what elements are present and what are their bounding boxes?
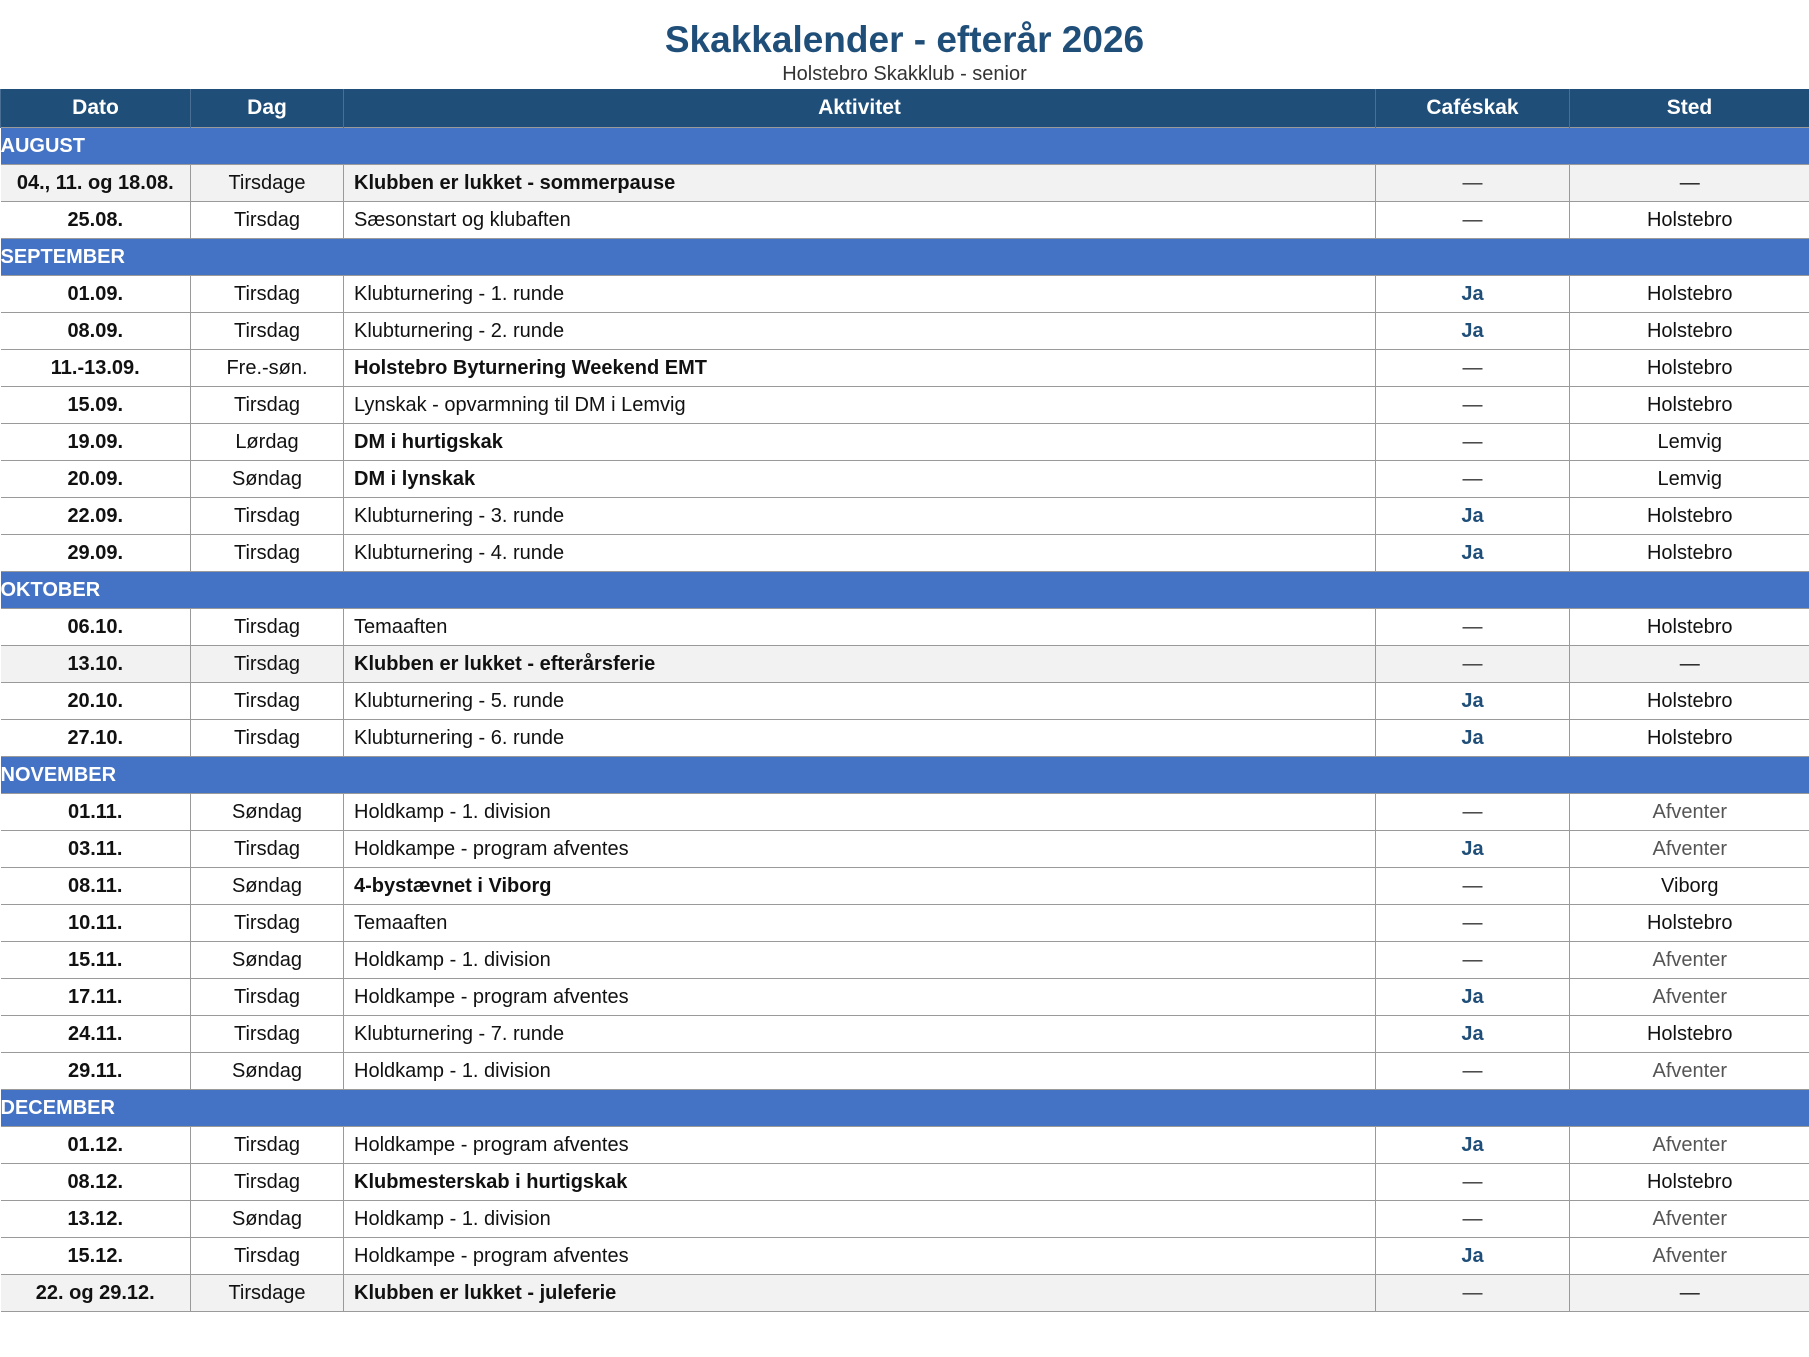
day-cell: Tirsdag	[191, 1016, 344, 1053]
cafe-cell: Ja	[1376, 276, 1570, 313]
table-row	[1, 165, 1809, 202]
place-cell: Afventer	[1570, 1053, 1809, 1090]
place-cell: Lemvig	[1570, 424, 1809, 461]
place-cell: Afventer	[1570, 794, 1809, 831]
column-header-place: Sted	[1570, 89, 1809, 128]
date-cell: 08.11.	[1, 868, 191, 905]
place-cell: Holstebro	[1570, 498, 1809, 535]
cafe-cell: —	[1376, 1201, 1570, 1238]
month-row	[1, 239, 1809, 276]
table-row	[1, 1016, 1809, 1053]
day-cell: Tirsdag	[191, 313, 344, 350]
place-cell: Afventer	[1570, 1127, 1809, 1164]
cafe-cell: Ja	[1376, 535, 1570, 572]
day-cell: Tirsdag	[191, 202, 344, 239]
day-cell: Tirsdag	[191, 979, 344, 1016]
date-cell: 04., 11. og 18.08.	[1, 165, 191, 202]
date-cell: 20.09.	[1, 461, 191, 498]
month-label: DECEMBER	[1, 1090, 1809, 1127]
place-cell: Holstebro	[1570, 535, 1809, 572]
day-cell: Tirsdag	[191, 1238, 344, 1275]
place-cell: Holstebro	[1570, 276, 1809, 313]
date-cell: 22.09.	[1, 498, 191, 535]
cafe-cell: —	[1376, 942, 1570, 979]
table-row	[1, 1053, 1809, 1090]
activity-cell: Holdkamp - 1. division	[344, 942, 1376, 979]
month-row	[1, 1090, 1809, 1127]
date-cell: 17.11.	[1, 979, 191, 1016]
day-cell: Tirsdag	[191, 498, 344, 535]
place-cell: Afventer	[1570, 1201, 1809, 1238]
cafe-cell: —	[1376, 794, 1570, 831]
date-cell: 15.11.	[1, 942, 191, 979]
day-cell: Tirsdage	[191, 165, 344, 202]
day-cell: Tirsdag	[191, 535, 344, 572]
place-cell: Holstebro	[1570, 313, 1809, 350]
place-cell: Viborg	[1570, 868, 1809, 905]
cafe-cell: —	[1376, 1053, 1570, 1090]
table-row	[1, 1275, 1809, 1312]
place-cell: Holstebro	[1570, 350, 1809, 387]
month-label: OKTOBER	[1, 572, 1809, 609]
day-cell: Søndag	[191, 1053, 344, 1090]
day-cell: Tirsdag	[191, 905, 344, 942]
month-label: AUGUST	[1, 128, 1809, 165]
date-cell: 13.12.	[1, 1201, 191, 1238]
table-row	[1, 276, 1809, 313]
table-row	[1, 1127, 1809, 1164]
table-header	[1, 89, 1809, 128]
activity-cell: Holdkamp - 1. division	[344, 1201, 1376, 1238]
activity-cell: Klubturnering - 6. runde	[344, 720, 1376, 757]
table-body	[1, 128, 1809, 1312]
place-cell: Holstebro	[1570, 905, 1809, 942]
place-cell: Holstebro	[1570, 683, 1809, 720]
date-cell: 29.09.	[1, 535, 191, 572]
activity-cell: Klubturnering - 3. runde	[344, 498, 1376, 535]
month-row	[1, 572, 1809, 609]
table-row	[1, 498, 1809, 535]
place-cell: Lemvig	[1570, 461, 1809, 498]
place-cell: Holstebro	[1570, 1016, 1809, 1053]
cafe-cell: —	[1376, 1275, 1570, 1312]
day-cell: Tirsdag	[191, 683, 344, 720]
cafe-cell: Ja	[1376, 498, 1570, 535]
table-row	[1, 868, 1809, 905]
date-cell: 22. og 29.12.	[1, 1275, 191, 1312]
activity-cell: Holdkamp - 1. division	[344, 794, 1376, 831]
calendar-table	[0, 89, 1809, 1312]
month-row	[1, 128, 1809, 165]
table-row	[1, 350, 1809, 387]
activity-cell: Klubturnering - 7. runde	[344, 1016, 1376, 1053]
cafe-cell: —	[1376, 905, 1570, 942]
date-cell: 08.12.	[1, 1164, 191, 1201]
table-row	[1, 535, 1809, 572]
date-cell: 13.10.	[1, 646, 191, 683]
date-cell: 01.12.	[1, 1127, 191, 1164]
cafe-cell: Ja	[1376, 720, 1570, 757]
activity-cell: Klubturnering - 4. runde	[344, 535, 1376, 572]
cafe-cell: —	[1376, 868, 1570, 905]
cafe-cell: —	[1376, 646, 1570, 683]
table-row	[1, 942, 1809, 979]
activity-cell: Holdkamp - 1. division	[344, 1053, 1376, 1090]
day-cell: Fre.-søn.	[191, 350, 344, 387]
cafe-cell: —	[1376, 165, 1570, 202]
day-cell: Lørdag	[191, 424, 344, 461]
table-row	[1, 313, 1809, 350]
activity-cell: Holstebro Byturnering Weekend EMT	[344, 350, 1376, 387]
date-cell: 06.10.	[1, 609, 191, 646]
day-cell: Tirsdag	[191, 387, 344, 424]
cafe-cell: —	[1376, 1164, 1570, 1201]
place-cell: Holstebro	[1570, 387, 1809, 424]
place-cell: Holstebro	[1570, 720, 1809, 757]
cafe-cell: Ja	[1376, 313, 1570, 350]
day-cell: Søndag	[191, 461, 344, 498]
day-cell: Søndag	[191, 868, 344, 905]
date-cell: 20.10.	[1, 683, 191, 720]
table-row	[1, 794, 1809, 831]
table-row	[1, 1201, 1809, 1238]
date-cell: 25.08.	[1, 202, 191, 239]
cafe-cell: Ja	[1376, 683, 1570, 720]
place-cell: Holstebro	[1570, 609, 1809, 646]
day-cell: Søndag	[191, 942, 344, 979]
table-row	[1, 979, 1809, 1016]
table-row	[1, 461, 1809, 498]
place-cell: Afventer	[1570, 942, 1809, 979]
column-header-day: Dag	[191, 89, 344, 128]
page-header	[0, 0, 1809, 85]
activity-cell: Sæsonstart og klubaften	[344, 202, 1376, 239]
day-cell: Tirsdag	[191, 831, 344, 868]
day-cell: Tirsdag	[191, 646, 344, 683]
table-row	[1, 424, 1809, 461]
place-cell: Holstebro	[1570, 202, 1809, 239]
activity-cell: Temaaften	[344, 905, 1376, 942]
activity-cell: Holdkampe - program afventes	[344, 979, 1376, 1016]
date-cell: 08.09.	[1, 313, 191, 350]
activity-cell: Klubben er lukket - sommerpause	[344, 165, 1376, 202]
day-cell: Tirsdag	[191, 720, 344, 757]
date-cell: 19.09.	[1, 424, 191, 461]
date-cell: 03.11.	[1, 831, 191, 868]
place-cell: —	[1570, 1275, 1809, 1312]
activity-cell: DM i hurtigskak	[344, 424, 1376, 461]
day-cell: Tirsdage	[191, 1275, 344, 1312]
table-row	[1, 202, 1809, 239]
day-cell: Tirsdag	[191, 276, 344, 313]
activity-cell: DM i lynskak	[344, 461, 1376, 498]
cafe-cell: —	[1376, 461, 1570, 498]
cafe-cell: Ja	[1376, 1127, 1570, 1164]
header-row	[1, 89, 1809, 128]
month-label: NOVEMBER	[1, 757, 1809, 794]
column-header-cafe: Caféskak	[1376, 89, 1570, 128]
table-row	[1, 831, 1809, 868]
place-cell: Afventer	[1570, 1238, 1809, 1275]
activity-cell: Klubben er lukket - juleferie	[344, 1275, 1376, 1312]
place-cell: —	[1570, 165, 1809, 202]
cafe-cell: Ja	[1376, 979, 1570, 1016]
day-cell: Søndag	[191, 794, 344, 831]
place-cell: Holstebro	[1570, 1164, 1809, 1201]
place-cell: Afventer	[1570, 979, 1809, 1016]
activity-cell: Holdkampe - program afventes	[344, 1127, 1376, 1164]
table-row	[1, 387, 1809, 424]
place-cell: Afventer	[1570, 831, 1809, 868]
page-subtitle: Holstebro Skakklub - senior	[782, 63, 1027, 85]
table-row	[1, 720, 1809, 757]
date-cell: 10.11.	[1, 905, 191, 942]
cafe-cell: —	[1376, 387, 1570, 424]
date-cell: 01.09.	[1, 276, 191, 313]
date-cell: 29.11.	[1, 1053, 191, 1090]
activity-cell: Klubmesterskab i hurtigskak	[344, 1164, 1376, 1201]
date-cell: 15.12.	[1, 1238, 191, 1275]
table-row	[1, 683, 1809, 720]
month-row	[1, 757, 1809, 794]
activity-cell: Klubturnering - 1. runde	[344, 276, 1376, 313]
cafe-cell: Ja	[1376, 1238, 1570, 1275]
table-row	[1, 1164, 1809, 1201]
activity-cell: Klubturnering - 2. runde	[344, 313, 1376, 350]
activity-cell: 4-bystævnet i Viborg	[344, 868, 1376, 905]
column-header-date: Dato	[1, 89, 191, 128]
day-cell: Tirsdag	[191, 1127, 344, 1164]
activity-cell: Lynskak - opvarmning til DM i Lemvig	[344, 387, 1376, 424]
cafe-cell: —	[1376, 424, 1570, 461]
month-label: SEPTEMBER	[1, 239, 1809, 276]
table-row	[1, 609, 1809, 646]
activity-cell: Klubben er lukket - efterårsferie	[344, 646, 1376, 683]
place-cell: —	[1570, 646, 1809, 683]
activity-cell: Holdkampe - program afventes	[344, 831, 1376, 868]
cafe-cell: Ja	[1376, 831, 1570, 868]
date-cell: 27.10.	[1, 720, 191, 757]
day-cell: Tirsdag	[191, 609, 344, 646]
date-cell: 24.11.	[1, 1016, 191, 1053]
activity-cell: Temaaften	[344, 609, 1376, 646]
cafe-cell: —	[1376, 609, 1570, 646]
column-header-activity: Aktivitet	[344, 89, 1376, 128]
date-cell: 01.11.	[1, 794, 191, 831]
activity-cell: Klubturnering - 5. runde	[344, 683, 1376, 720]
table-row	[1, 646, 1809, 683]
cafe-cell: —	[1376, 202, 1570, 239]
activity-cell: Holdkampe - program afventes	[344, 1238, 1376, 1275]
cafe-cell: —	[1376, 350, 1570, 387]
table-row	[1, 1238, 1809, 1275]
page-title: Skakkalender - efterår 2026	[664, 19, 1145, 60]
day-cell: Søndag	[191, 1201, 344, 1238]
table-row	[1, 905, 1809, 942]
date-cell: 11.-13.09.	[1, 350, 191, 387]
cafe-cell: Ja	[1376, 1016, 1570, 1053]
date-cell: 15.09.	[1, 387, 191, 424]
day-cell: Tirsdag	[191, 1164, 344, 1201]
